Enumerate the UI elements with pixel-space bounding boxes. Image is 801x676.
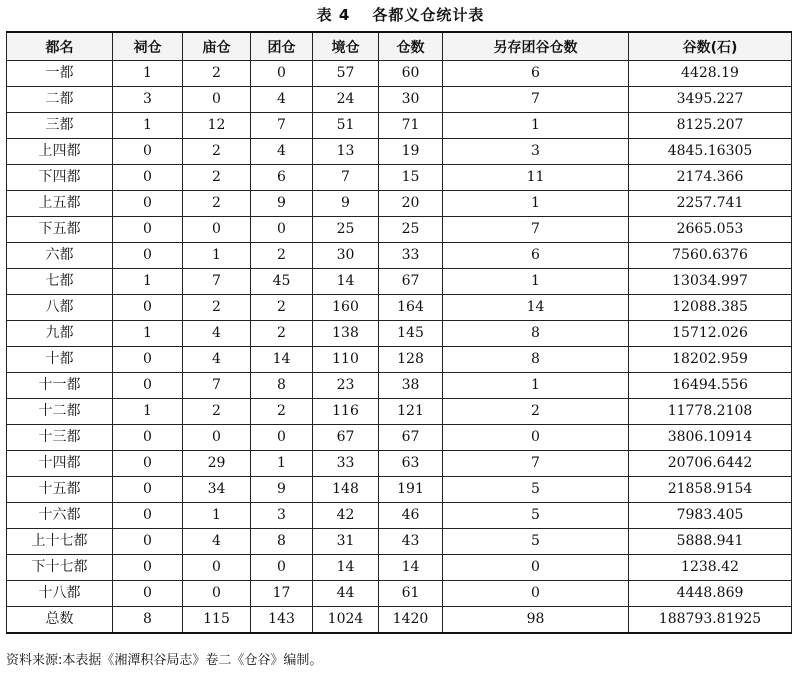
cell-ancestral: 1: [113, 399, 183, 425]
cell-district: 十三都: [7, 425, 113, 451]
cell-count: 67: [379, 425, 443, 451]
table-row: [7, 61, 792, 87]
cell-ancestral: 1: [113, 113, 183, 139]
cell-ancestral: 3: [113, 87, 183, 113]
cell-grain: 18202.959: [629, 347, 792, 373]
table-row: [7, 139, 792, 165]
cell-district: 下十七都: [7, 555, 113, 581]
cell-temple: 4: [183, 347, 251, 373]
cell-ancestral: 0: [113, 373, 183, 399]
header-group-granary: 团仓: [251, 32, 313, 61]
cell-count: 67: [379, 269, 443, 295]
table-row: [7, 451, 792, 477]
cell-extra: 11: [443, 165, 629, 191]
cell-temple: 2: [183, 61, 251, 87]
cell-group: 2: [251, 399, 313, 425]
cell-grain: 4448.869: [629, 581, 792, 607]
cell-ancestral: 1: [113, 321, 183, 347]
cell-grain: 12088.385: [629, 295, 792, 321]
cell-extra: 5: [443, 529, 629, 555]
cell-group: 4: [251, 87, 313, 113]
cell-district: 二都: [7, 87, 113, 113]
table-row: [7, 113, 792, 139]
table-total-row: [7, 607, 792, 634]
cell-local: 30: [313, 243, 379, 269]
cell-extra: 2: [443, 399, 629, 425]
cell-temple: 29: [183, 451, 251, 477]
cell-grain: 15712.026: [629, 321, 792, 347]
table-row: [7, 243, 792, 269]
cell-local: 110: [313, 347, 379, 373]
cell-count: 15: [379, 165, 443, 191]
cell-extra: 0: [443, 581, 629, 607]
header-granary-count: 仓数: [379, 32, 443, 61]
cell-extra: 7: [443, 451, 629, 477]
cell-ancestral: 0: [113, 217, 183, 243]
source-note: 资料来源:本表据《湘潭积谷局志》卷二《仓谷》编制。: [6, 653, 323, 668]
cell-district: 七都: [7, 269, 113, 295]
cell-group: 17: [251, 581, 313, 607]
cell-district: 六都: [7, 243, 113, 269]
cell-ancestral: 0: [113, 477, 183, 503]
cell-count: 191: [379, 477, 443, 503]
cell-count: 19: [379, 139, 443, 165]
header-grain-amount: 谷数(石): [629, 32, 792, 61]
total-group: 143: [251, 607, 313, 634]
table-row: [7, 217, 792, 243]
cell-ancestral: 0: [113, 347, 183, 373]
cell-temple: 0: [183, 217, 251, 243]
cell-grain: 4845.16305: [629, 139, 792, 165]
cell-extra: 5: [443, 477, 629, 503]
table-row: [7, 503, 792, 529]
cell-ancestral: 0: [113, 529, 183, 555]
cell-temple: 4: [183, 321, 251, 347]
cell-ancestral: 0: [113, 243, 183, 269]
cell-temple: 12: [183, 113, 251, 139]
total-local: 1024: [313, 607, 379, 634]
cell-extra: 3: [443, 139, 629, 165]
total-grain: 188793.81925: [629, 607, 792, 634]
cell-grain: 2174.366: [629, 165, 792, 191]
table-header-row: [7, 32, 792, 61]
cell-group: 2: [251, 243, 313, 269]
cell-ancestral: 0: [113, 451, 183, 477]
cell-district: 上十七都: [7, 529, 113, 555]
cell-grain: 7983.405: [629, 503, 792, 529]
cell-count: 60: [379, 61, 443, 87]
cell-temple: 1: [183, 503, 251, 529]
cell-temple: 0: [183, 87, 251, 113]
total-temple: 115: [183, 607, 251, 634]
cell-count: 33: [379, 243, 443, 269]
cell-group: 7: [251, 113, 313, 139]
cell-grain: 7560.6376: [629, 243, 792, 269]
cell-extra: 6: [443, 61, 629, 87]
table-row: [7, 191, 792, 217]
cell-group: 3: [251, 503, 313, 529]
total-extra: 98: [443, 607, 629, 634]
cell-extra: 1: [443, 373, 629, 399]
cell-local: 67: [313, 425, 379, 451]
table-row: [7, 529, 792, 555]
cell-group: 6: [251, 165, 313, 191]
total-ancestral: 8: [113, 607, 183, 634]
cell-grain: 3495.227: [629, 87, 792, 113]
cell-district: 十五都: [7, 477, 113, 503]
cell-extra: 1: [443, 113, 629, 139]
cell-district: 上五都: [7, 191, 113, 217]
cell-local: 14: [313, 269, 379, 295]
cell-ancestral: 0: [113, 581, 183, 607]
cell-group: 45: [251, 269, 313, 295]
table-body: [7, 61, 792, 634]
table-row: [7, 295, 792, 321]
cell-count: 25: [379, 217, 443, 243]
table-row: [7, 321, 792, 347]
cell-group: 1: [251, 451, 313, 477]
cell-local: 7: [313, 165, 379, 191]
cell-count: 20: [379, 191, 443, 217]
cell-district: 十四都: [7, 451, 113, 477]
cell-count: 14: [379, 555, 443, 581]
cell-grain: 8125.207: [629, 113, 792, 139]
cell-extra: 8: [443, 321, 629, 347]
cell-grain: 3806.10914: [629, 425, 792, 451]
cell-grain: 11778.2108: [629, 399, 792, 425]
cell-local: 13: [313, 139, 379, 165]
cell-count: 164: [379, 295, 443, 321]
cell-district: 十一都: [7, 373, 113, 399]
granary-table: [6, 31, 792, 634]
cell-local: 25: [313, 217, 379, 243]
table-row: [7, 373, 792, 399]
cell-count: 61: [379, 581, 443, 607]
cell-temple: 2: [183, 165, 251, 191]
cell-district: 八都: [7, 295, 113, 321]
cell-temple: 4: [183, 529, 251, 555]
cell-extra: 0: [443, 425, 629, 451]
cell-local: 160: [313, 295, 379, 321]
cell-group: 9: [251, 477, 313, 503]
cell-count: 145: [379, 321, 443, 347]
cell-extra: 1: [443, 269, 629, 295]
cell-ancestral: 0: [113, 139, 183, 165]
cell-group: 8: [251, 529, 313, 555]
cell-group: 0: [251, 61, 313, 87]
table-row: [7, 165, 792, 191]
cell-local: 42: [313, 503, 379, 529]
cell-grain: 4428.19: [629, 61, 792, 87]
cell-ancestral: 1: [113, 269, 183, 295]
cell-extra: 1: [443, 191, 629, 217]
cell-temple: 2: [183, 295, 251, 321]
cell-local: 51: [313, 113, 379, 139]
cell-district: 三都: [7, 113, 113, 139]
cell-count: 128: [379, 347, 443, 373]
cell-local: 23: [313, 373, 379, 399]
table-caption: 各都义仓统计表: [372, 6, 485, 24]
table-row: [7, 269, 792, 295]
cell-local: 9: [313, 191, 379, 217]
cell-ancestral: 1: [113, 61, 183, 87]
cell-district: 十都: [7, 347, 113, 373]
cell-extra: 7: [443, 217, 629, 243]
cell-count: 38: [379, 373, 443, 399]
table-row: [7, 399, 792, 425]
table-row: [7, 347, 792, 373]
cell-extra: 7: [443, 87, 629, 113]
header-temple-granary: 庙仓: [183, 32, 251, 61]
cell-district: 下四都: [7, 165, 113, 191]
cell-local: 116: [313, 399, 379, 425]
cell-local: 31: [313, 529, 379, 555]
header-extra-group-granaries: 另存团谷仓数: [443, 32, 629, 61]
cell-temple: 7: [183, 373, 251, 399]
cell-district: 九都: [7, 321, 113, 347]
total-count: 1420: [379, 607, 443, 634]
cell-temple: 7: [183, 269, 251, 295]
cell-temple: 0: [183, 581, 251, 607]
cell-local: 148: [313, 477, 379, 503]
header-district: 都名: [7, 32, 113, 61]
cell-local: 57: [313, 61, 379, 87]
table-row: [7, 477, 792, 503]
cell-local: 24: [313, 87, 379, 113]
cell-group: 2: [251, 321, 313, 347]
cell-grain: 2665.053: [629, 217, 792, 243]
cell-ancestral: 0: [113, 425, 183, 451]
cell-extra: 0: [443, 555, 629, 581]
table-row: [7, 87, 792, 113]
cell-grain: 16494.556: [629, 373, 792, 399]
cell-group: 0: [251, 555, 313, 581]
cell-group: 0: [251, 425, 313, 451]
cell-grain: 21858.9154: [629, 477, 792, 503]
table-row: [7, 425, 792, 451]
cell-district: 一都: [7, 61, 113, 87]
cell-extra: 14: [443, 295, 629, 321]
cell-temple: 2: [183, 139, 251, 165]
table-title: [0, 4, 801, 26]
cell-count: 71: [379, 113, 443, 139]
cell-district: 下五都: [7, 217, 113, 243]
cell-district: 十二都: [7, 399, 113, 425]
cell-grain: 5888.941: [629, 529, 792, 555]
cell-ancestral: 0: [113, 555, 183, 581]
cell-local: 14: [313, 555, 379, 581]
cell-ancestral: 0: [113, 165, 183, 191]
cell-temple: 2: [183, 399, 251, 425]
cell-district: 十八都: [7, 581, 113, 607]
cell-count: 46: [379, 503, 443, 529]
cell-ancestral: 0: [113, 191, 183, 217]
cell-group: 8: [251, 373, 313, 399]
cell-local: 138: [313, 321, 379, 347]
cell-extra: 6: [443, 243, 629, 269]
cell-count: 43: [379, 529, 443, 555]
cell-grain: 1238.42: [629, 555, 792, 581]
header-ancestral-granary: 祠仓: [113, 32, 183, 61]
cell-group: 14: [251, 347, 313, 373]
cell-grain: 20706.6442: [629, 451, 792, 477]
cell-group: 4: [251, 139, 313, 165]
cell-extra: 8: [443, 347, 629, 373]
cell-count: 30: [379, 87, 443, 113]
cell-ancestral: 0: [113, 295, 183, 321]
cell-temple: 34: [183, 477, 251, 503]
cell-group: 9: [251, 191, 313, 217]
cell-count: 63: [379, 451, 443, 477]
cell-extra: 5: [443, 503, 629, 529]
cell-grain: 2257.741: [629, 191, 792, 217]
table-number: 表 4: [316, 6, 351, 24]
table-row: [7, 581, 792, 607]
cell-group: 0: [251, 217, 313, 243]
table-row: [7, 555, 792, 581]
cell-temple: 2: [183, 191, 251, 217]
total-district: 总数: [7, 607, 113, 634]
cell-grain: 13034.997: [629, 269, 792, 295]
header-local-granary: 境仓: [313, 32, 379, 61]
cell-group: 2: [251, 295, 313, 321]
cell-district: 上四都: [7, 139, 113, 165]
cell-temple: 0: [183, 425, 251, 451]
cell-local: 33: [313, 451, 379, 477]
cell-temple: 0: [183, 555, 251, 581]
cell-temple: 1: [183, 243, 251, 269]
cell-district: 十六都: [7, 503, 113, 529]
cell-ancestral: 0: [113, 503, 183, 529]
cell-count: 121: [379, 399, 443, 425]
cell-local: 44: [313, 581, 379, 607]
